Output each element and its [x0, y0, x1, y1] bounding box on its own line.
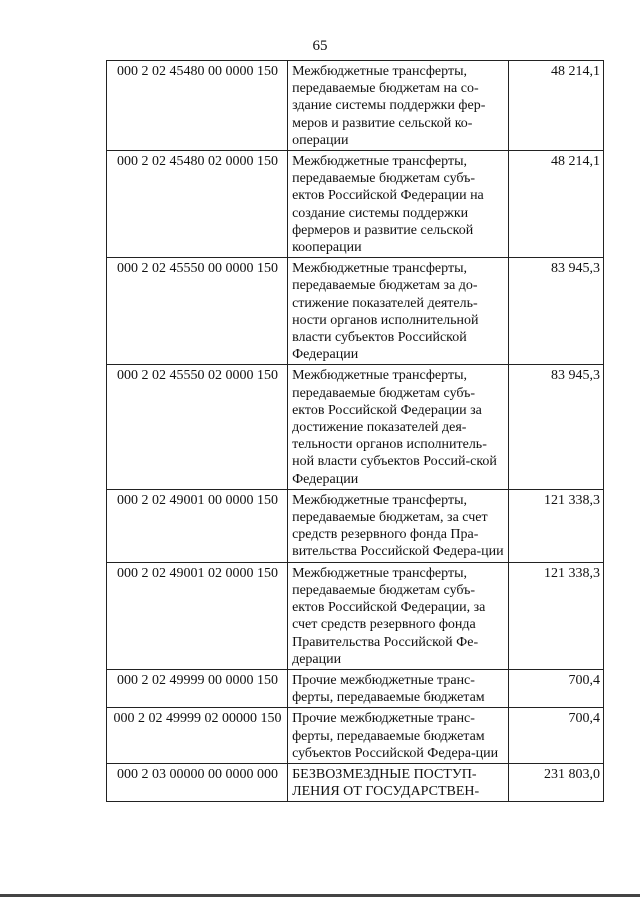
table-row — [107, 669, 604, 707]
table-row — [107, 61, 604, 151]
budget-name-cell: Межбюджетные трансферты, передаваемые бюджетам субъ-ектов Российской Федерации за достижение показателей дея-тельности органов исполнитель-ной власти субъектов Россий-ской Федерации — [288, 365, 509, 489]
budget-name-cell: Прочие межбюджетные транс-ферты, передаваемые бюджетам — [288, 669, 509, 707]
budget-code-cell: 000 2 02 49001 02 0000 150 — [107, 562, 288, 669]
budget-code-cell: 000 2 02 45550 00 0000 150 — [107, 258, 288, 365]
budget-amount-cell: 121 338,3 — [509, 562, 604, 669]
budget-code-cell: 000 2 02 49001 00 0000 150 — [107, 489, 288, 562]
budget-amount-cell: 48 214,1 — [509, 61, 604, 151]
table-row — [107, 151, 604, 258]
budget-code-cell: 000 2 02 49999 02 00000 150 — [107, 708, 288, 764]
budget-name-cell: Межбюджетные трансферты, передаваемые бюджетам на со-здание системы поддержки фер-меров и развитие сельской ко-операции — [288, 61, 509, 151]
budget-amount-cell: 121 338,3 — [509, 489, 604, 562]
page-number: 65 — [312, 38, 328, 54]
budget-code-cell: 000 2 02 45480 02 0000 150 — [107, 151, 288, 258]
budget-code-cell: 000 2 02 45550 02 0000 150 — [107, 365, 288, 489]
budget-amount-cell: 231 803,0 — [509, 763, 604, 801]
budget-amount-cell: 700,4 — [509, 708, 604, 764]
budget-name-cell: Межбюджетные трансферты, передаваемые бюджетам субъ-ектов Российской Федерации, за счет средств резервного фонда Правительства Российской Фе-дерации — [288, 562, 509, 669]
budget-name-cell: БЕЗВОЗМЕЗДНЫЕ ПОСТУП-ЛЕНИЯ ОТ ГОСУДАРСТВЕН- — [288, 763, 509, 801]
budget-name-cell: Межбюджетные трансферты, передаваемые бюджетам, за счет средств резервного фонда Пра-вительства Российской Федера-ции — [288, 489, 509, 562]
table-row — [107, 489, 604, 562]
budget-name-cell: Межбюджетные трансферты, передаваемые бюджетам за до-стижение показателей деятель-ности органов исполнительной власти субъектов Российской Федерации — [288, 258, 509, 365]
budget-name-cell: Прочие межбюджетные транс-ферты, передаваемые бюджетам субъектов Российской Федера-ции — [288, 708, 509, 764]
table-row — [107, 708, 604, 764]
bottom-scan-edge — [0, 894, 640, 897]
table-row — [107, 258, 604, 365]
table-row — [107, 365, 604, 489]
budget-amount-cell: 700,4 — [509, 669, 604, 707]
budget-amount-cell: 83 945,3 — [509, 258, 604, 365]
table-row — [107, 763, 604, 801]
budget-table — [106, 60, 604, 802]
budget-amount-cell: 83 945,3 — [509, 365, 604, 489]
budget-amount-cell: 48 214,1 — [509, 151, 604, 258]
budget-code-cell: 000 2 03 00000 00 0000 000 — [107, 763, 288, 801]
budget-code-cell: 000 2 02 49999 00 0000 150 — [107, 669, 288, 707]
budget-table-body — [107, 61, 604, 802]
budget-code-cell: 000 2 02 45480 00 0000 150 — [107, 61, 288, 151]
table-row — [107, 562, 604, 669]
budget-name-cell: Межбюджетные трансферты, передаваемые бюджетам субъ-ектов Российской Федерации на создание системы поддержки фермеров и развитие сельской кооперации — [288, 151, 509, 258]
